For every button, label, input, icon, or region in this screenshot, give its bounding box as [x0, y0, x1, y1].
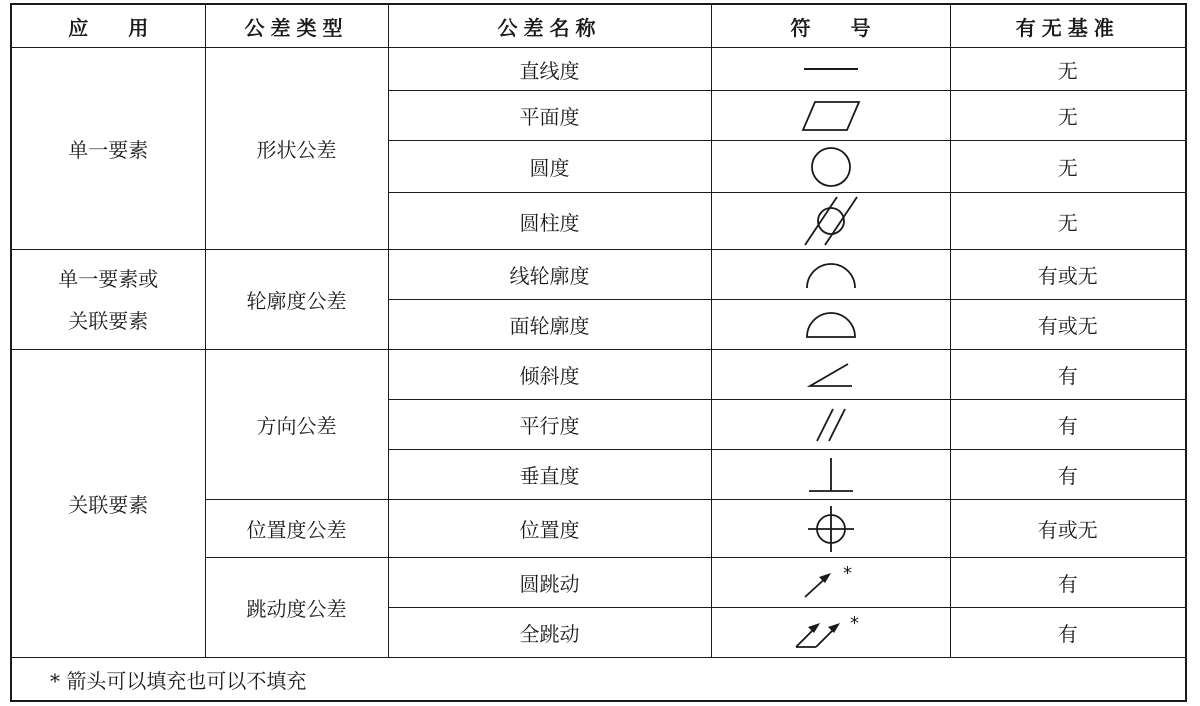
perpendicularity-icon	[711, 450, 950, 500]
row-name: 圆柱度	[388, 193, 711, 250]
row-datum: 无	[950, 193, 1186, 250]
footnote: * 箭头可以填充也可以不填充	[11, 658, 1186, 702]
header-application: 应 用	[11, 4, 205, 48]
table-row	[11, 350, 1186, 400]
type-profile: 轮廓度公差	[205, 250, 388, 350]
row-name: 直线度	[388, 48, 711, 91]
circularity-icon	[711, 141, 950, 193]
header-symbol: 符 号	[711, 4, 950, 48]
row-name: 垂直度	[388, 450, 711, 500]
row-name: 圆跳动	[388, 558, 711, 608]
header-type: 公差类型	[205, 4, 388, 48]
row-datum: 无	[950, 91, 1186, 141]
row-name: 面轮廓度	[388, 300, 711, 350]
row-datum: 有或无	[950, 300, 1186, 350]
flatness-icon	[711, 91, 950, 141]
row-datum: 有	[950, 450, 1186, 500]
group-single-or-related	[11, 250, 205, 350]
row-name: 平行度	[388, 400, 711, 450]
surface-profile-icon	[711, 300, 950, 350]
type-runout: 跳动度公差	[205, 558, 388, 658]
cylindricity-icon	[711, 193, 950, 250]
runout-mark: *	[849, 612, 859, 634]
row-name: 线轮廓度	[388, 250, 711, 300]
row-name: 平面度	[388, 91, 711, 141]
row-datum: 有或无	[950, 500, 1186, 558]
row-datum: 无	[950, 141, 1186, 193]
row-datum: 有或无	[950, 250, 1186, 300]
angularity-icon	[711, 350, 950, 400]
table-row	[11, 250, 1186, 300]
row-datum: 有	[950, 400, 1186, 450]
row-datum: 有	[950, 350, 1186, 400]
type-location: 位置度公差	[205, 500, 388, 558]
group-single: 单一要素	[11, 48, 205, 250]
header-row	[11, 4, 1186, 48]
position-icon	[711, 500, 950, 558]
runout-mark: *	[842, 562, 852, 584]
group-related: 关联要素	[11, 350, 205, 658]
row-name: 全跳动	[388, 608, 711, 658]
header-datum: 有无基准	[950, 4, 1186, 48]
circular-runout-icon	[711, 558, 950, 608]
total-runout-icon	[711, 608, 950, 658]
row-datum: 无	[950, 48, 1186, 91]
parallelism-icon	[711, 400, 950, 450]
group-line1: 单一要素或	[58, 266, 159, 291]
row-name: 倾斜度	[388, 350, 711, 400]
straightness-icon	[711, 48, 950, 91]
group-line2: 关联要素	[68, 308, 149, 333]
row-datum: 有	[950, 558, 1186, 608]
tolerance-table	[10, 3, 1187, 702]
table-row	[11, 48, 1186, 91]
type-orientation: 方向公差	[205, 350, 388, 500]
footnote-row	[11, 658, 1186, 702]
row-name: 位置度	[388, 500, 711, 558]
row-datum: 有	[950, 608, 1186, 658]
row-name: 圆度	[388, 141, 711, 193]
header-name: 公差名称	[388, 4, 711, 48]
line-profile-icon	[711, 250, 950, 300]
type-form: 形状公差	[205, 48, 388, 250]
